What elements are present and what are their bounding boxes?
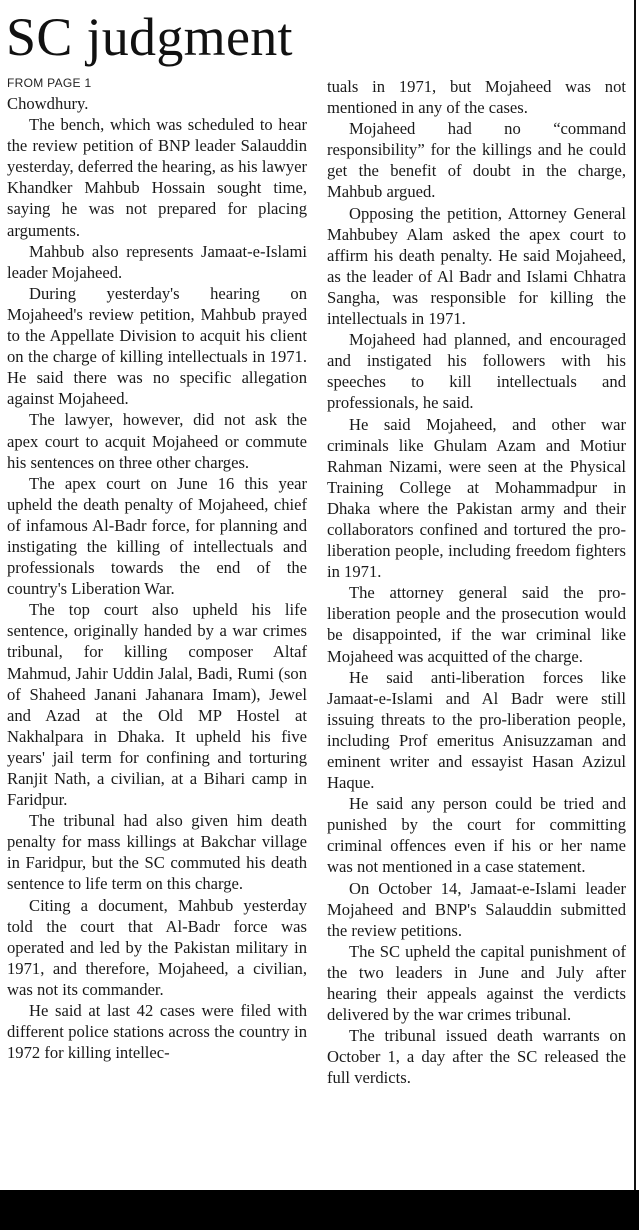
paragraph: He said any person could be tried and punished by the court for committing criminal offences even if his or her name was not mentioned in a case statement. [327,794,626,877]
paragraph: Chowdhury. [7,94,89,113]
bottom-black-bar [0,1190,639,1230]
paragraph: Opposing the petition, Attorney General Mahbubey Alam asked the apex court to affirm his death penalty. He said Mojaheed, as the leader of Al Badr and Islami Chhatra Sangha, was responsible for killing the intellectuals in 1971. [327,203,626,329]
right-column [327,76,626,1089]
paragraph: During yesterday's hearing on Mojaheed's review petition, Mahbub prayed to the Appellate Division to acquit his client on the charge of killing intellectuals in 1971. He said there was no specific allegation against Mojaheed. [7,283,307,409]
paragraph: Mojaheed had planned, and encouraged and instigated his followers with his speeches to kill intellectuals and professionals, he said. [327,330,626,413]
left-column [7,76,307,1063]
paragraph: Mahbub also represents Jamaat-e-Islami leader Mojaheed. [7,241,307,282]
paragraph: He said anti-liberation forces like Jamaat-e-Islami and Al Badr were still issuing threats to the pro-liberation people, including Prof emeritus Anisuzzaman and eminent writer and essayist Hasan Azizul Haque. [327,667,626,793]
paragraph: The top court also upheld his life sentence, originally handed by a war crimes tribunal, for killing composer Altaf Mahmud, Jahir Uddin Jalal, Badi, Rumi (son of Shaheed Janani Jahanara Imam), Jewel and Azad at the Old MP Hostel at Nakhalpara in Dhaka. It upheld his five years' jail term for confining and torturing Ranjit Nath, a civilian, at a Bihari camp in Faridpur. [7,600,307,810]
paragraph: The SC upheld the capital punishment of the two leaders in June and July after hearing their appeals against the verdicts delivered by the war crimes tribunal. [327,941,626,1025]
paragraph: Mojaheed had no “command responsibility” for the killings and he could get the benefit of doubt in the charge, Mahbub argued. [327,119,626,202]
headline: SC judgment [6,7,293,67]
paragraph: The bench, which was scheduled to hear the review petition of BNP leader Salauddin yesterday, deferred the hearing, as his lawyer Khandker Mahbub Hossain sought time, saying he was not prepared for placing arguments. [7,115,307,240]
paragraph: The tribunal had also given him death penalty for mass killings at Bakchar village in Faridpur, but the SC commuted his death sentence to life term on this charge. [7,811,307,894]
jump-label: FROM PAGE 1 [7,76,92,90]
paragraph: The tribunal issued death warrants on October 1, a day after the SC released the full verdicts. [327,1026,626,1088]
paragraph: He said at last 42 cases were filed with different police stations across the country in 1972 for killing intellec- [7,1001,307,1063]
column-border [634,0,636,1190]
paragraph: The attorney general said the pro-liberation people and the prosecution would be disappointed, if the war criminal like Mojaheed was acquitted of the charge. [327,583,626,666]
paragraph: The lawyer, however, did not ask the apex court to acquit Mojaheed or commute his sentences on three other charges. [7,410,307,472]
paragraph: He said Mojaheed, and other war criminals like Ghulam Azam and Motiur Rahman Nizami, were seen at the Physical Training College at Mohammadpur in Dhaka where the Pakistan army and their collaborators confined and tortured the pro-liberation people, including freedom fighters in 1971. [327,414,626,582]
paragraph: On October 14, Jamaat-e-Islami leader Mojaheed and BNP's Salauddin submitted the review petitions. [327,878,626,940]
paragraph: Citing a document, Mahbub yesterday told the court that Al-Badr force was operated and led by the Pakistan military in 1971, and therefore, Mojaheed, a civilian, was not its commander. [7,895,307,999]
paragraph: The apex court on June 16 this year upheld the death penalty of Mojaheed, chief of infamous Al-Badr force, for planning and instigating the killing of intellectuals and professionals towards the end of the country's Liberation War. [7,473,307,599]
paragraph: tuals in 1971, but Mojaheed was not mentioned in any of the cases. [327,77,626,118]
